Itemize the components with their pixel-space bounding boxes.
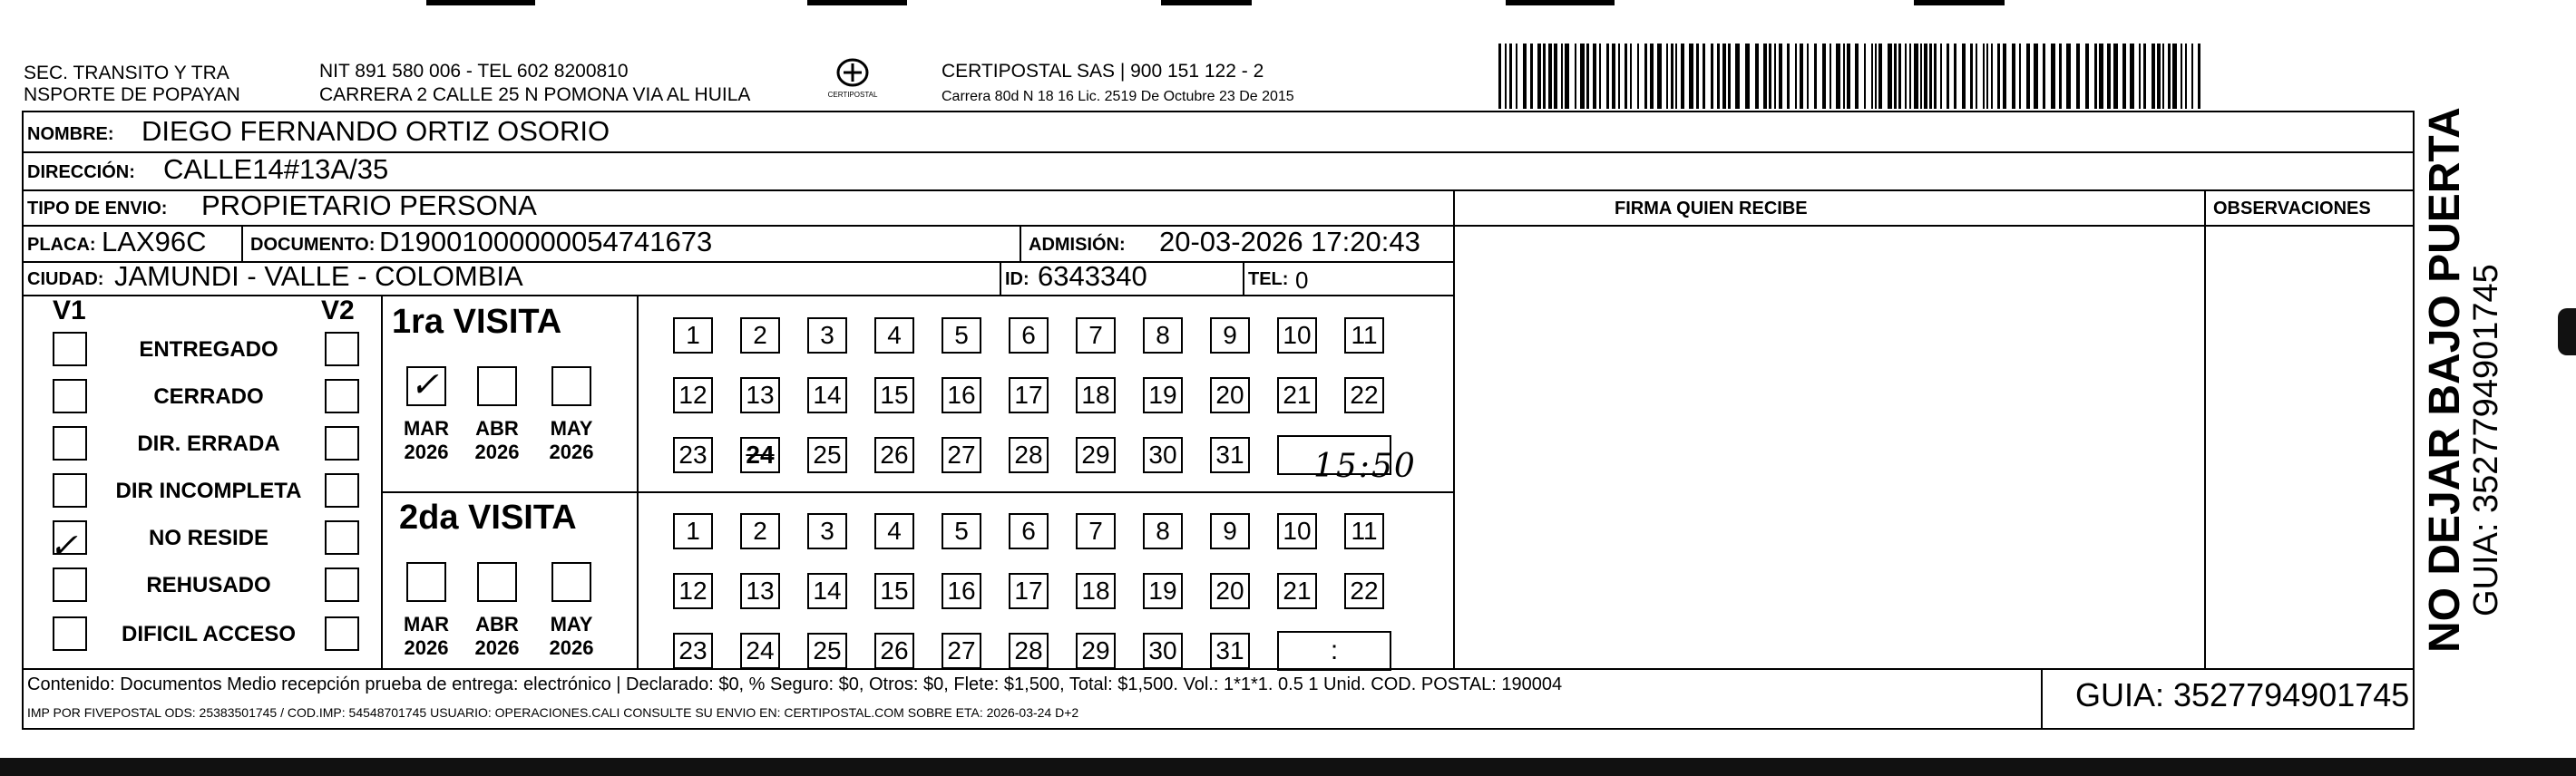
bottom-band [0,758,2576,776]
ciudad-value: JAMUNDI - VALLE - COLOMBIA [114,260,523,292]
barcode-bar [1929,44,1932,109]
v1-checkbox[interactable] [53,379,87,413]
barcode-bar [1830,44,1831,109]
first-visit-day-box[interactable]: 29 [1076,437,1116,473]
barcode-bar [1612,44,1615,109]
status-label: ENTREGADO [139,337,278,362]
v2-checkbox[interactable] [325,473,359,508]
second-visit-day-box[interactable]: 29 [1076,633,1116,669]
first-visit-day-box[interactable]: 25 [807,437,847,473]
guia-footer: GUIA: 3527794901745 [2075,676,2410,713]
v1-header: V1 [53,296,86,325]
second-visit-day-box[interactable]: 21 [1277,573,1317,609]
barcode-bar [1625,44,1627,109]
first-visit-day-box[interactable]: 12 [673,377,713,413]
second-visit-day-box[interactable]: 25 [807,633,847,669]
col-divider [1243,261,1244,295]
status-label: REHUSADO [146,573,271,597]
second-visit-month-year: 2026 [404,636,449,659]
col-divider [381,295,383,668]
first-visit-day-box[interactable]: 9 [1210,317,1250,354]
col-divider [2204,189,2206,668]
barcode-bar [1523,44,1527,109]
second-visit-day-box[interactable]: 17 [1009,573,1049,609]
barcode-bar [2012,44,2015,109]
v2-checkbox[interactable] [325,616,359,651]
barcode-bar [2026,44,2030,109]
second-visit-day-box[interactable]: 20 [1210,573,1250,609]
documento-value: D19001000000054741673 [379,226,713,257]
imp-line: IMP POR FIVEPOSTAL ODS: 25383501745 / COD.IMP: 54548701745 USUARIO: OPERACIONES.CALI CONSULTE SU ENVIO EN: CERTIPOSTAL.COM SOBRE ETA: 2026-03-24 D+2 [27,705,1079,720]
first-visit-day-box[interactable]: 21 [1277,377,1317,413]
nombre-label: NOMBRE: [27,124,114,144]
first-visit-month-year: 2026 [549,441,594,463]
second-visit-day-box[interactable]: 5 [942,513,981,549]
second-visit-day-box[interactable]: 31 [1210,633,1250,669]
first-visit-month-label: MAR [403,417,450,440]
barcode-bar [1905,44,1907,109]
barcode-bar [1543,44,1546,109]
placa-value: LAX96C [102,226,207,257]
barcode-bar [1650,44,1654,109]
second-visit-day-box[interactable]: 27 [942,633,981,669]
second-visit-title: 2da VISITA [399,499,577,537]
tipo-envio-value: PROPIETARIO PERSONA [201,189,537,221]
visit-divider [381,491,1455,493]
firma-header: FIRMA QUIEN RECIBE [1615,199,1808,218]
first-visit-day-box[interactable]: 23 [673,437,713,473]
second-visit-day-box[interactable]: 4 [874,513,914,549]
logo-text: CERTIPOSTAL [827,91,878,99]
second-visit-month-year: 2026 [474,636,520,659]
second-visit-month-year: 2026 [549,636,594,659]
second-visit-day-box[interactable]: 9 [1210,513,1250,549]
barcode-bar [1618,44,1620,109]
ciudad-label: CIUDAD: [27,269,104,289]
first-visit-day-box[interactable]: 8 [1143,317,1183,354]
barcode-bar [1516,44,1517,109]
admision-value: 20-03-2026 17:20:43 [1159,226,1420,257]
v2-header: V2 [321,296,355,325]
barcode-bar [2076,44,2080,109]
first-visit-day-box[interactable]: 24 [740,437,780,473]
barcode-bar [1755,44,1759,109]
barcode-bar [2003,44,2006,109]
documento-label: DOCUMENTO: [250,235,376,255]
tipo-envio-label: TIPO DE ENVIO: [27,199,168,218]
barcode-bar [1599,44,1601,109]
barcode-bar [1675,44,1677,109]
placa-label: PLACA: [27,235,96,255]
first-visit-day-box[interactable]: 4 [874,317,914,354]
nit-line: NIT 891 580 006 - TEL 602 8200810 [319,61,629,82]
barcode-bar [1814,44,1817,109]
first-visit-title: 1ra VISITA [392,303,562,341]
barcode-bar [1630,44,1632,109]
barcode-bar [1954,44,1956,109]
barcode-bar [2085,44,2089,109]
barcode-bar [2019,44,2021,109]
barcode-bar [1855,44,1859,109]
tel-value: 0 [1295,267,1309,294]
barcode-bar [1728,44,1731,109]
v1-checkbox[interactable] [53,426,87,461]
address-line: CARRERA 2 CALLE 25 N POMONA VIA AL HUILA [319,84,751,105]
top-edge-mark [1914,0,2005,5]
second-visit-day-box[interactable]: 26 [874,633,914,669]
barcode-bar [1779,44,1782,109]
barcode-bar [2051,44,2055,109]
barcode [1498,44,2206,109]
status-label: NO RESIDE [148,526,269,550]
first-visit-month-box[interactable] [551,366,591,406]
barcode-bar [2185,44,2187,109]
first-visit-day-box[interactable]: 22 [1344,377,1384,413]
company-line: CERTIPOSTAL SAS | 900 151 122 - 2 [942,61,1264,82]
contenido-line: Contenido: Documentos Medio recepción prueba de entrega: electrónico | Declarado: $0, % Seguro: $0, Otros: $0, Flete: $1,500, Total: $1,500. Vol.: 1*1*1. 0.5 1 Unid. COD. POSTAL: 190004 [27,674,1563,694]
second-visit-day-box[interactable]: 23 [673,633,713,669]
barcode-bar [2168,44,2171,109]
barcode-bar [1888,44,1892,109]
second-visit-day-box[interactable]: 15 [874,573,914,609]
second-visit-day-box[interactable]: 12 [673,573,713,609]
barcode-bar [2066,44,2071,109]
barcode-bar [1774,44,1776,109]
side-guia: GUIA: 3527794901745 [2467,264,2505,616]
first-visit-day-box[interactable]: 15 [874,377,914,413]
barcode-bar [2113,44,2118,109]
second-visit-day-box[interactable]: 3 [807,513,847,549]
barcode-bar [1689,44,1693,109]
handwritten-status-check: ✓ [49,526,78,566]
barcode-bar [2143,44,2146,109]
barcode-bar [1822,44,1826,109]
barcode-bar [1537,44,1541,109]
barcode-bar [1947,44,1949,109]
admision-label: ADMISIÓN: [1029,235,1126,255]
barcode-bar [1644,44,1647,109]
barcode-bar [1671,44,1673,109]
v2-checkbox[interactable] [325,520,359,555]
v1-checkbox[interactable] [53,332,87,366]
second-visit-day-box[interactable]: 11 [1344,513,1384,549]
barcode-bar [1795,44,1797,109]
first-visit-day-box[interactable]: 7 [1076,317,1116,354]
first-visit-day-box[interactable]: 30 [1143,437,1183,473]
top-edge-mark [1161,0,1252,5]
top-edge-mark [1506,0,1615,5]
barcode-bar [1920,44,1922,109]
second-visit-day-box[interactable]: 2 [740,513,780,549]
edge-mark [2558,308,2576,355]
first-visit-day-box[interactable]: 2 [740,317,780,354]
barcode-bar [2181,44,2182,109]
second-visit-day-box[interactable]: 14 [807,573,847,609]
first-visit-day-box[interactable]: 17 [1009,377,1049,413]
first-visit-day-box[interactable]: 28 [1009,437,1049,473]
second-visit-day-box[interactable]: 6 [1009,513,1049,549]
no-dejar-bajo-puerta: NO DEJAR BAJO PUERTA [2421,107,2469,653]
first-visit-day-box[interactable]: 20 [1210,377,1250,413]
first-visit-day-box[interactable]: 6 [1009,317,1049,354]
v2-checkbox[interactable] [325,567,359,602]
sender-line-1: SEC. TRANSITO Y TRA [24,63,229,83]
barcode-bar [1593,44,1596,109]
barcode-bar [1505,44,1507,109]
v2-checkbox[interactable] [325,379,359,413]
barcode-bar [1836,44,1840,109]
barcode-bar [1807,44,1809,109]
handwritten-time: 15:50 [1313,448,1417,485]
id-value: 6343340 [1038,260,1147,292]
barcode-bar [1991,44,1993,109]
barcode-bar [1666,44,1668,109]
row-divider [22,295,1455,296]
barcode-bar [1696,44,1699,109]
observaciones-header: OBSERVACIONES [2213,199,2371,218]
barcode-bar [1657,44,1662,109]
first-visit-month-year: 2026 [474,441,520,463]
barcode-bar [1909,44,1911,109]
barcode-bar [2043,44,2045,109]
barcode-bar [1575,44,1576,109]
first-visit-month-box[interactable] [477,366,517,406]
nombre-value: DIEGO FERNANDO ORTIZ OSORIO [141,115,610,147]
barcode-bar [1875,44,1877,109]
barcode-bar [2130,44,2134,109]
second-visit-day-box[interactable]: 8 [1143,513,1183,549]
barcode-bar [1745,44,1750,109]
second-visit-day-box[interactable]: 10 [1277,513,1317,549]
barcode-bar [1509,44,1512,109]
v1-checkbox[interactable] [53,567,87,602]
barcode-bar [1586,44,1589,109]
first-visit-day-box[interactable]: 5 [942,317,981,354]
first-visit-day-box[interactable]: 13 [740,377,780,413]
barcode-bar [1871,44,1873,109]
second-visit-day-box[interactable]: 13 [740,573,780,609]
barcode-bar [1580,44,1585,109]
first-visit-day-box[interactable]: 11 [1344,317,1384,354]
barcode-bar [1847,44,1850,109]
barcode-bar [1894,44,1897,109]
first-visit-day-box[interactable]: 3 [807,317,847,354]
second-visit-month-label: ABR [475,613,519,635]
second-visit-day-box[interactable]: 1 [673,513,713,549]
second-visit-day-box[interactable]: 22 [1344,573,1384,609]
barcode-bar [1940,44,1942,109]
barcode-bar [1898,44,1901,109]
second-visit-month-label: MAR [403,613,450,635]
status-label: CERRADO [153,384,264,409]
top-edge-mark [807,0,907,5]
col-divider [637,295,639,668]
barcode-bar [1717,44,1720,109]
barcode-bar [1787,44,1790,109]
second-visit-day-box[interactable]: 24 [740,633,780,669]
barcode-bar [1843,44,1845,109]
logo-icon [824,53,882,107]
v2-checkbox[interactable] [325,332,359,366]
barcode-bar [1565,44,1569,109]
barcode-bar [2162,44,2164,109]
first-visit-month-label: MAY [550,417,593,440]
col-divider [1020,225,1021,261]
barcode-bar [1548,44,1552,109]
col-divider [241,225,243,261]
barcode-bar [1722,44,1726,109]
col-divider [1453,189,1455,668]
barcode-bar [2122,44,2126,109]
status-label: DIR. ERRADA [137,432,280,456]
second-visit-day-box[interactable]: 30 [1143,633,1183,669]
v1-checkbox[interactable] [53,473,87,508]
first-visit-day-box[interactable]: 18 [1076,377,1116,413]
col-divider [1000,261,1001,295]
col-divider [2041,668,2043,730]
second-visit-month-label: MAY [550,613,593,635]
certipostal-logo [824,53,882,107]
first-visit-month-label: ABR [475,417,519,440]
barcode-bar [1924,44,1927,109]
second-visit-day-box[interactable]: 28 [1009,633,1049,669]
barcode-bar [1986,44,1988,109]
barcode-bar [2157,44,2161,109]
barcode-bar [1763,44,1767,109]
direccion-value: CALLE14#13A/35 [163,153,389,185]
barcode-bar [2152,44,2155,109]
direccion-label: DIRECCIÓN: [27,162,135,182]
barcode-bar [1997,44,2000,109]
barcode-bar [2094,44,2097,109]
barcode-bar [2191,44,2193,109]
handwritten-month-check: ✓ [410,364,439,404]
second-visit-day-box[interactable]: 16 [942,573,981,609]
v2-checkbox[interactable] [325,426,359,461]
barcode-bar [1976,44,1977,109]
second-visit-month-box[interactable] [477,562,517,602]
barcode-bar [2059,44,2062,109]
v1-checkbox[interactable] [53,616,87,651]
barcode-bar [2198,44,2200,109]
barcode-bar [1606,44,1609,109]
barcode-bar [1769,44,1771,109]
barcode-bar [2034,44,2038,109]
first-visit-month-year: 2026 [404,441,449,463]
tel-label: TEL: [1248,269,1289,289]
first-visit-day-box[interactable]: 26 [874,437,914,473]
license-line: Carrera 80d N 18 16 Lic. 2519 De Octubre 23 De 2015 [942,89,1294,104]
second-visit-day-box[interactable]: 7 [1076,513,1116,549]
sender-line-2: NSPORTE DE POPAYAN [24,84,240,105]
second-visit-day-box[interactable]: 18 [1076,573,1116,609]
barcode-bar [1637,44,1639,109]
status-label: DIR INCOMPLETA [115,479,302,503]
barcode-bar [1681,44,1684,109]
barcode-bar [1498,44,1501,109]
barcode-bar [2099,44,2103,109]
barcode-bar [1554,44,1557,109]
first-visit-day-box[interactable]: 27 [942,437,981,473]
barcode-bar [1934,44,1937,109]
barcode-bar [1878,44,1882,109]
first-visit-day-box[interactable]: 14 [807,377,847,413]
barcode-bar [2139,44,2141,109]
barcode-bar [1703,44,1705,109]
id-label: ID: [1005,269,1029,289]
barcode-bar [1962,44,1966,109]
barcode-bar [1561,44,1563,109]
barcode-bar [1864,44,1866,109]
barcode-bar [1530,44,1533,109]
status-label: DIFICIL ACCESO [121,622,296,646]
barcode-bar [1914,44,1918,109]
first-visit-day-box[interactable]: 10 [1277,317,1317,354]
second-visit-month-box[interactable] [406,562,446,602]
second-visit-month-box[interactable] [551,562,591,602]
barcode-bar [1735,44,1740,109]
barcode-bar [1711,44,1713,109]
barcode-bar [1800,44,1803,109]
barcode-bar [2172,44,2177,109]
barcode-bar [2107,44,2111,109]
top-edge-mark [426,0,535,5]
barcode-bar [1983,44,1985,109]
second-visit-day-box[interactable]: 19 [1143,573,1183,609]
first-visit-day-box[interactable]: 31 [1210,437,1250,473]
second-visit-time-box[interactable]: : [1277,631,1391,671]
first-visit-day-box[interactable]: 1 [673,317,713,354]
first-visit-day-box[interactable]: 16 [942,377,981,413]
barcode-bar [1970,44,1973,109]
first-visit-day-box[interactable]: 19 [1143,377,1183,413]
